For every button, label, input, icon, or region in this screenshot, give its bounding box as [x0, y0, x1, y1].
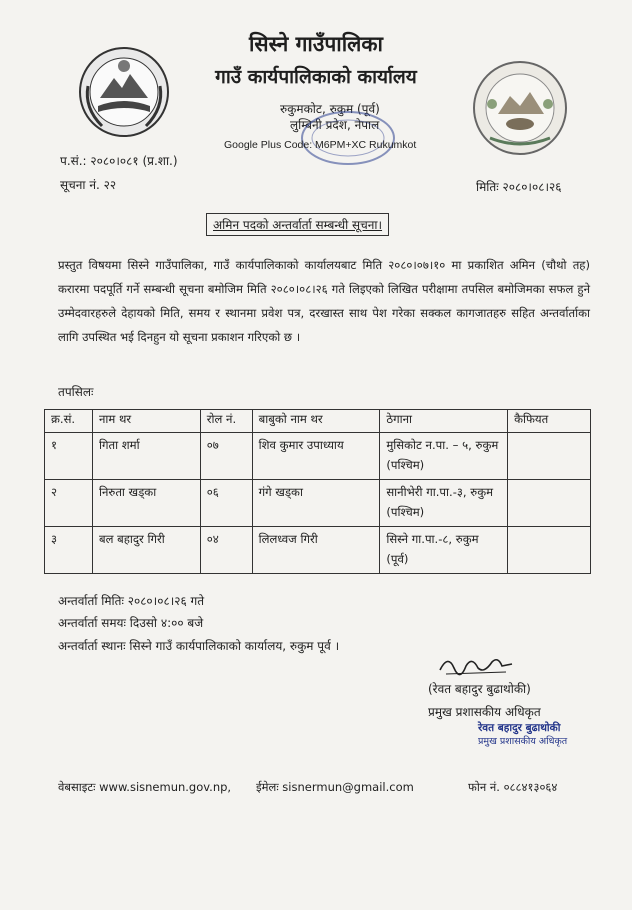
details-label: तपसिलः	[58, 385, 94, 399]
table-row	[45, 527, 591, 574]
cell-roll: ०७	[200, 433, 252, 480]
notice-subject: अमिन पदको अन्तर्वार्ता सम्बन्धी सूचना।	[206, 213, 389, 236]
office-name: गाउँ कार्यपालिकाको कार्यालय	[215, 66, 417, 88]
footer-email: ईमेलः sisnermun@gmail.com	[256, 780, 414, 794]
cell-roll: ०४	[200, 527, 252, 574]
address-line-2: लुम्बिनी प्रदेश, नेपाल	[290, 118, 380, 132]
cell-sn: २	[45, 480, 93, 527]
cell-remarks	[508, 480, 591, 527]
municipality-name: सिस्ने गाउँपालिका	[248, 32, 383, 56]
reference-number: प.सं.: २०८०।०८१ (प्र.शा.)	[60, 154, 178, 168]
header-remarks: कैफियत	[508, 410, 591, 433]
cell-father-name: शिव कुमार उपाध्याय	[252, 433, 380, 480]
footer-phone: फोन नं. ०८८४१३०६४	[468, 780, 558, 794]
handwritten-signature	[436, 652, 516, 678]
table-row	[45, 480, 591, 527]
cell-father-name: गंगे खड्का	[252, 480, 380, 527]
notice-date: मितिः २०८०।०८।२६	[476, 180, 562, 194]
interview-date: अन्तर्वार्ता मितिः २०८०।०८।२६ गते	[58, 594, 205, 608]
stamp-name: रेवत बहादुर बुढाथोकी	[478, 722, 561, 734]
table-row	[45, 433, 591, 480]
candidates-table	[44, 409, 591, 574]
stamp-title: प्रमुख प्रशासकीय अधिकृत	[478, 736, 568, 747]
cell-sn: १	[45, 433, 93, 480]
header-roll: रोल नं.	[200, 410, 252, 433]
nepal-emblem-logo	[78, 46, 170, 138]
cell-name: गिता शर्मा	[92, 433, 200, 480]
cell-address: सिस्ने गा.पा.-८, रुकुम (पूर्व)	[380, 527, 508, 574]
header-name: नाम थर	[92, 410, 200, 433]
cell-name: निरुता खड्का	[92, 480, 200, 527]
signatory-name: (रेवत बहादुर बुढाथोकी)	[428, 682, 531, 696]
cell-name: बल बहादुर गिरी	[92, 527, 200, 574]
header-father-name: बाबुको नाम थर	[252, 410, 380, 433]
footer-website: वेबसाइटः www.sisnemun.gov.np,	[58, 780, 232, 794]
office-stamp	[298, 108, 398, 168]
cell-remarks	[508, 433, 591, 480]
signatory-title: प्रमुख प्रशासकीय अधिकृत	[428, 705, 541, 719]
address-line-1: रुकुमकोट, रुकुम (पूर्व)	[280, 102, 380, 116]
table-header-row	[45, 410, 591, 433]
cell-father-name: लिलध्वज गिरी	[252, 527, 380, 574]
header-address: ठेगाना	[380, 410, 508, 433]
notice-number: सूचना नं. २२	[60, 178, 117, 192]
notice-body: प्रस्तुत विषयमा सिस्ने गाउँपालिका, गाउँ कार्यपालिकाको कार्यालयबाट मिति २०८०।०७।१० मा प्रकाशित अमिन (चौथो तह) करारमा पदपूर्ति गर्ने सम्बन्धी सूचना बमोजिम मिति २०८०।०८।२६ गते लिइएको लिखित परीक्षामा तपसिल बमोजिमका सफल हुने उम्मेदवारहरुले देहायको मिति, समय र स्थानमा प्रवेश पत्र, दरखास्त साथ पेश गरेका सक्कल कागजातहरु सहित अन्तर्वार्ताका लागि उपस्थित भई दिनहुन यो सूचना प्रकाशन गरिएको छ ।	[58, 258, 590, 344]
header-sn: क्र.सं.	[45, 410, 93, 433]
cell-roll: ०६	[200, 480, 252, 527]
cell-sn: ३	[45, 527, 93, 574]
signatory-name-stamp	[478, 722, 567, 748]
cell-address: सानीभेरी गा.पा.-३, रुकुम (पश्चिम)	[380, 480, 508, 527]
google-plus-code: Google Plus Code: M6PM+XC Rukumkot	[224, 139, 417, 151]
interview-time: अन्तर्वार्ता समयः दिउसो ४:०० बजे	[58, 616, 204, 630]
interview-place: अन्तर्वार्ता स्थानः सिस्ने गाउँ कार्यपालिकाको कार्यालय, रुकुम पूर्व ।	[58, 639, 340, 653]
cell-remarks	[508, 527, 591, 574]
cell-address: मुसिकोट न.पा. – ५, रुकुम (पश्चिम)	[380, 433, 508, 480]
